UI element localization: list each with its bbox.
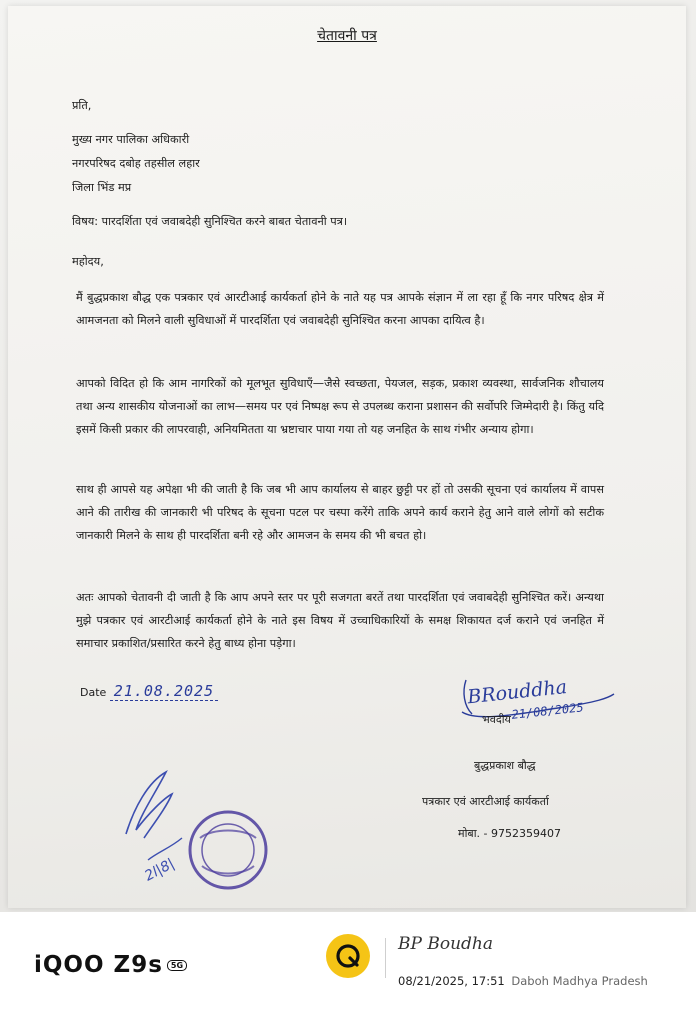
camera-logo-icon: [326, 934, 370, 978]
date-label: Date: [80, 686, 107, 699]
device-brand-text: iQOO Z9s: [34, 952, 163, 978]
recipient-line-2: नगरपरिषद दबोह तहसील लहार: [72, 157, 200, 170]
paragraph-2-text: आपको विदित हो कि आम नागरिकों को मूलभूत सुविधाएँ—जैसे स्वच्छता, पेयजल, सड़क, प्रकाश व्यवस्था, सार्वजनिक शौचालय तथा अन्य शासकीय योजनाओं का लाभ—समय पर एवं निष्पक्ष रूप से उपलब्ध कराना प्रशासन की सर्वोपरि जिम्मेदारी है। किंतु यदि इसमें किसी प्रकार की लापरवाही, अनियमितता या भ्रष्टाचार पाया गया तो यह जनहित के साथ गंभीर अन्याय होगा।: [76, 377, 604, 436]
watermark-datetime: 08/21/2025, 17:51: [398, 974, 505, 988]
brand-badge: 5G: [167, 960, 187, 971]
letter-paper: [8, 6, 686, 908]
sender-role: पत्रकार एवं आरटीआई कार्यकर्ता: [422, 795, 549, 808]
recipient-line-3: जिला भिंड मप्र: [72, 181, 132, 194]
watermark-user: BP Boudha: [398, 934, 493, 954]
watermark-location: Daboh Madhya Pradesh: [511, 974, 648, 988]
paragraph-4: [76, 586, 604, 655]
device-brand: [34, 952, 187, 978]
paragraph-3-text: साथ ही आपसे यह अपेक्षा भी की जाती है कि जब भी आप कार्यालय से बाहर छुट्टी पर हों तो उसकी सूचना एवं कार्यालय में वापस आने की तारीख की जानकारी भी परिषद के सूचना पटल पर चस्पा करेंगे ताकि अपने कार्य कराने हेतु आने वाले लोगों को सटीक जानकारी मिलने के साथ ही पारदर्शिता बनी रहे और आमजन के समय की भी बचत हो।: [76, 483, 604, 542]
paragraph-3: [76, 478, 604, 547]
watermark-meta: [398, 974, 648, 988]
paragraph-1: [76, 286, 604, 332]
stamp-seal-icon: [108, 768, 278, 908]
date-field: [80, 682, 218, 700]
paragraph-2: [76, 372, 604, 441]
svg-text:2l|8|: 2l|8|: [142, 855, 178, 885]
salutation-to: प्रति,: [72, 99, 92, 112]
watermark-divider: [385, 938, 386, 978]
closing: भवदीय: [482, 713, 511, 726]
signature-date: 21/08/2025: [510, 700, 585, 722]
greeting: महोदय,: [72, 255, 104, 268]
signature-text: BRouddha: [466, 675, 568, 709]
sender-phone: मोबा. - 9752359407: [458, 827, 562, 840]
sender-name: बुद्धप्रकाश बौद्ध: [474, 759, 536, 772]
date-value: 21.08.2025: [110, 682, 218, 701]
paragraph-4-text: अतः आपको चेतावनी दी जाती है कि आप अपने स्तर पर पूरी सजगता बरतें तथा पारदर्शिता एवं जवाबदेही सुनिश्चित करें। अन्यथा मुझे पत्रकार एवं आरटीआई कार्यकर्ता होने के नाते इस विषय में उच्चाधिकारियों के समक्ष शिकायत दर्ज कराने एवं जनहित में समाचार प्रकाशित/प्रसारित करने हेतु बाध्य होना पड़ेगा।: [76, 591, 604, 650]
paragraph-1-text: मैं बुद्धप्रकाश बौद्ध एक पत्रकार एवं आरटीआई कार्यकर्ता होने के नाते यह पत्र आपके संज्ञान में ला रहा हूँ कि नगर परिषद क्षेत्र में आमजनता को मिलने वाली सुविधाओं में पारदर्शिता एवं जवाबदेही सुनिश्चित करना आपका दायित्व है।: [76, 291, 604, 327]
recipient-line-1: मुख्य नगर पालिका अधिकारी: [72, 133, 190, 146]
camera-watermark-bar: [0, 912, 696, 1010]
letter-title: चेतावनी पत्र: [317, 28, 377, 44]
subject-line: विषय: पारदर्शिता एवं जवाबदेही सुनिश्चित करने बाबत चेतावनी पत्र।: [72, 215, 348, 228]
